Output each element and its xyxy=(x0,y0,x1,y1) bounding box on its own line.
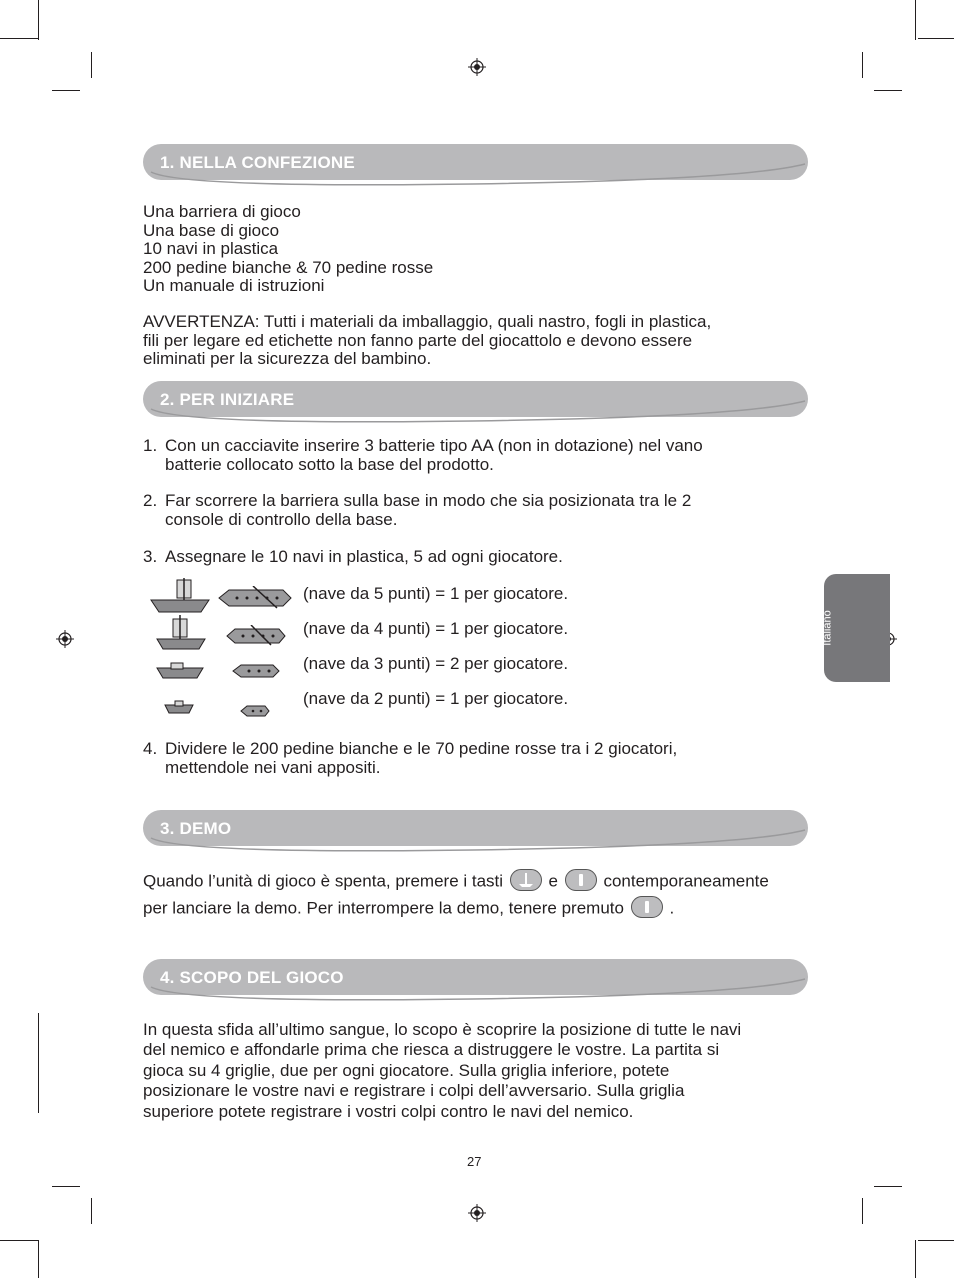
ship-row-4 xyxy=(143,613,643,643)
registration-mark-icon xyxy=(468,1204,486,1222)
crop-mark xyxy=(874,90,902,91)
ship-label: (nave da 2 punti) = 1 per giocatore. xyxy=(303,689,569,708)
registration-mark-icon xyxy=(468,58,486,76)
crop-mark xyxy=(862,52,863,78)
sailing-ship-icon xyxy=(149,578,211,614)
page-number: 27 xyxy=(467,1154,482,1169)
battleship-icon xyxy=(217,586,293,610)
power-button-icon xyxy=(631,896,663,918)
crop-mark xyxy=(38,0,39,40)
section-header-contents xyxy=(143,144,809,188)
section-title: 3. DEMO xyxy=(160,819,232,838)
sailing-ship-icon xyxy=(155,615,207,651)
destroyer-icon xyxy=(225,625,287,647)
ship-row-3 xyxy=(143,648,643,678)
small-boat-icon xyxy=(239,703,271,719)
crop-mark xyxy=(915,1240,916,1278)
ship-row-5 xyxy=(143,578,643,608)
section-title: 2. PER INIZIARE xyxy=(160,390,295,409)
crop-mark xyxy=(91,1198,92,1224)
ship-row-2 xyxy=(143,683,643,713)
margin-rule xyxy=(38,1013,39,1113)
list-item: 10 navi in plastica xyxy=(143,239,279,259)
cruiser-icon xyxy=(155,660,205,682)
ship-label: (nave da 4 punti) = 1 per giocatore. xyxy=(303,619,569,638)
warning-paragraph: AVVERTENZA: Tutti i materiali da imballaggio, quali nastro, fogli in plastica, fili per legare ed etichette non fanno parte del giocattolo e devono essere eliminati per la sicurezza del bambino. xyxy=(143,312,712,369)
list-item: Un manuale di istruzioni xyxy=(143,276,325,296)
ship-label: (nave da 5 punti) = 1 per giocatore. xyxy=(303,584,569,603)
patrol-boat-icon xyxy=(163,699,195,717)
list-item: 200 pedine bianche & 70 pedine rosse xyxy=(143,257,434,277)
section-header-getting-started xyxy=(143,381,809,425)
crop-mark xyxy=(915,0,916,40)
submarine-icon xyxy=(231,662,281,680)
goal-paragraph: In questa sfida all’ultimo sangue, lo scopo è scoprire la posizione di tutte le navi del nemico e affondarle prima che riesca a distruggere le vostre. La partita si gioca su 4 griglie, due per ogni giocatore. Sulla griglia inferiore, potete posizionare le vostre navi e registrare i colpi dell’avversario. Sulla griglia superiore potete registrare i vostri colpi contro le navi del nemico. xyxy=(143,1020,742,1121)
section-title: 1. NELLA CONFEZIONE xyxy=(160,153,355,172)
crop-mark xyxy=(0,38,38,39)
section-header-goal xyxy=(143,959,809,1003)
ship-label: (nave da 3 punti) = 2 per giocatore. xyxy=(303,654,569,673)
crop-mark xyxy=(918,1240,954,1241)
ship-button-icon xyxy=(510,869,542,891)
demo-line-2: per lanciare la demo. Per interrompere la demo, tenere premuto . xyxy=(143,898,674,920)
crop-mark xyxy=(52,90,80,91)
power-button-icon xyxy=(565,869,597,891)
crop-mark xyxy=(0,1240,38,1241)
crop-mark xyxy=(91,52,92,78)
section-header-demo xyxy=(143,810,809,854)
section-title: 4. SCOPO DEL GIOCO xyxy=(160,968,344,987)
registration-mark-icon xyxy=(56,630,74,648)
contents-list xyxy=(143,203,433,296)
language-tab-label: Italiano xyxy=(821,610,834,646)
list-item: Una base di gioco xyxy=(143,220,280,240)
crop-mark xyxy=(874,1186,902,1187)
list-item: Una barriera di gioco xyxy=(143,202,301,221)
crop-mark xyxy=(862,1198,863,1224)
crop-mark xyxy=(918,38,954,39)
crop-mark xyxy=(38,1240,39,1278)
crop-mark xyxy=(52,1186,80,1187)
demo-line-1: Quando l’unità di gioco è spenta, premere i tasti e contemporaneamente xyxy=(143,871,769,893)
